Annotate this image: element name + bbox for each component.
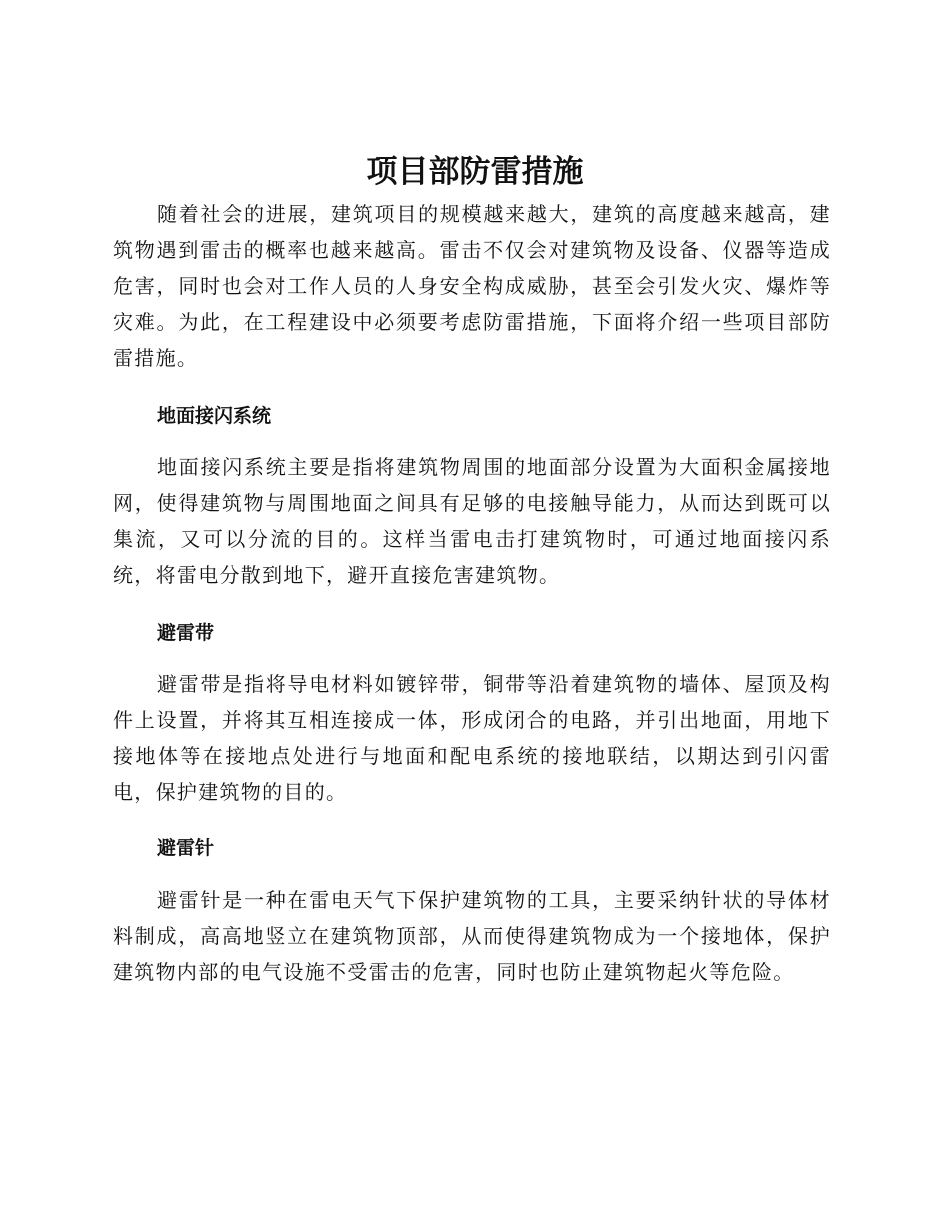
section-body-ground-system: 地面接闪系统主要是指将建筑物周围的地面部分设置为大面积金属接地网，使得建筑物与周围地面之间具有足够的电接触导能力，从而达到既可以集流，又可以分流的目的。这样当雷电击打建筑物时，可通过地面接闪系统，将雷电分散到地下，避开直接危害建筑物。 bbox=[113, 455, 831, 587]
section-heading-lightning-rod: 避雷针 bbox=[157, 837, 215, 859]
section-body-lightning-strip: 避雷带是指将导电材料如镀锌带，铜带等沿着建筑物的墙体、屋顶及构件上设置，并将其互相连接成一体，形成闭合的电路，并引出地面，用地下接地体等在接地点处进行与地面和配电系统的接地联结，以期达到引闪雷电，保护建筑物的目的。 bbox=[113, 672, 831, 804]
section-heading-ground-system: 地面接闪系统 bbox=[157, 405, 272, 427]
section-body-lightning-rod: 避雷针是一种在雷电天气下保护建筑物的工具，主要采纳针状的导体材料制成，高高地竖立在建筑物顶部，从而使得建筑物成为一个接地体，保护建筑物内部的电气设施不受雷击的危害，同时也防止建筑物起火等危险。 bbox=[113, 888, 831, 984]
section-heading-lightning-strip: 避雷带 bbox=[157, 622, 215, 644]
intro-paragraph: 随着社会的进展，建筑项目的规模越来越大，建筑的高度越来越高，建筑物遇到雷击的概率也越来越高。雷击不仅会对建筑物及设备、仪器等造成危害，同时也会对工作人员的人身安全构成威胁，甚至会引发火灾、爆炸等灾难。为此，在工程建设中必须要考虑防雷措施，下面将介绍一些项目部防雷措施。 bbox=[113, 202, 831, 370]
document-title: 项目部防雷措施 bbox=[366, 154, 584, 190]
